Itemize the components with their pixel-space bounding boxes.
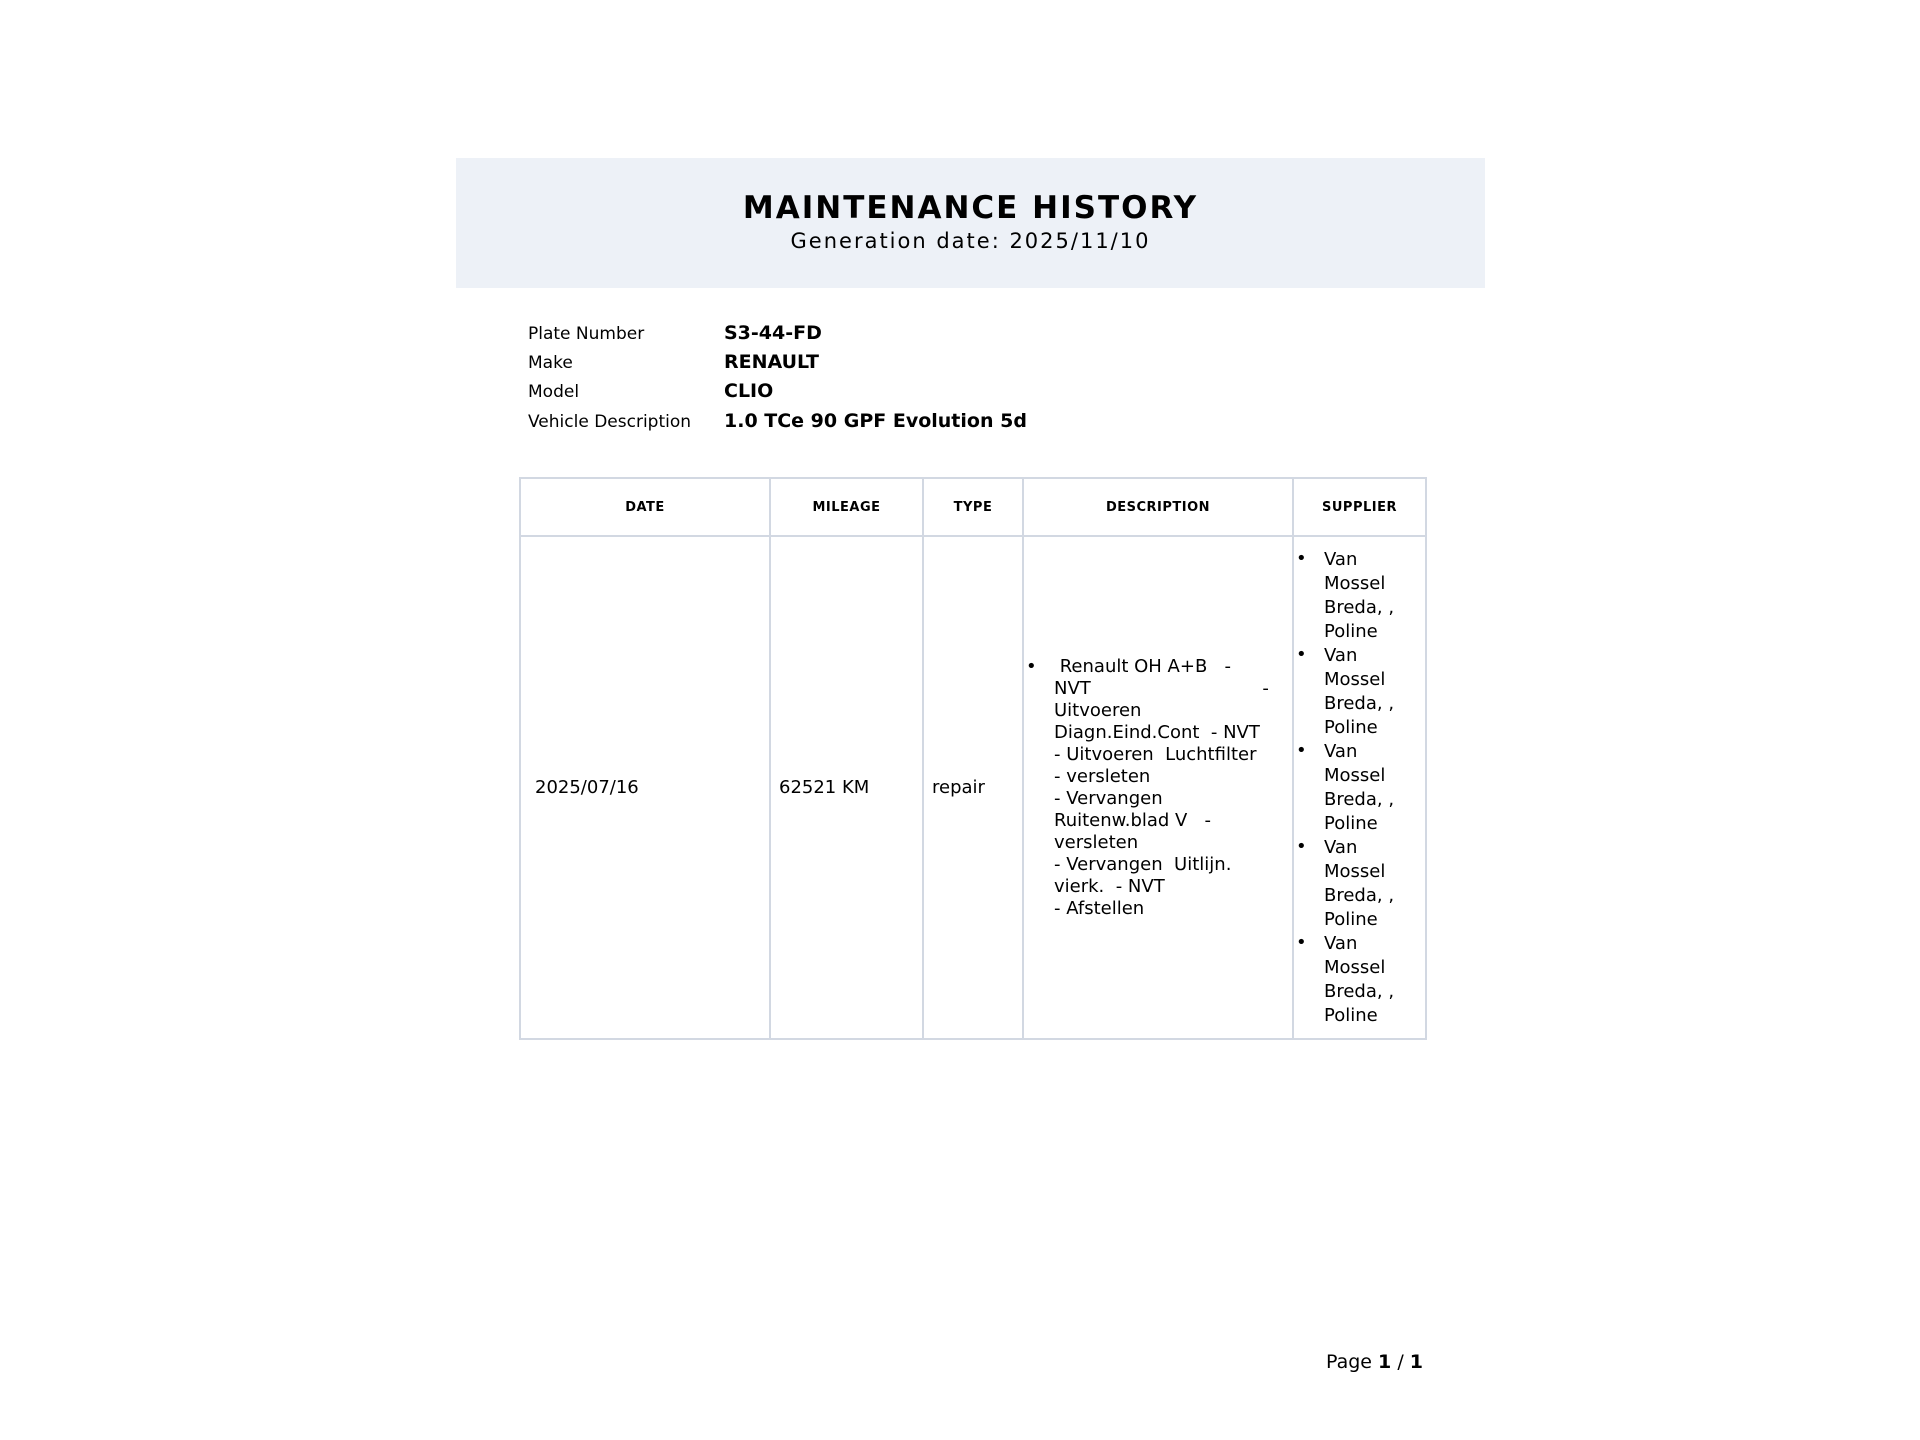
column-header-supplier: SUPPLIER [1293, 478, 1426, 536]
maintenance-table [519, 477, 1427, 1040]
page-total: 1 [1409, 1351, 1424, 1373]
column-header-date: DATE [520, 478, 770, 536]
supplier-name: • Van Mossel Breda, , Poline [1324, 644, 1395, 738]
cell-mileage: 62521 KM [770, 536, 923, 1039]
cell-date: 2025/07/16 [520, 536, 770, 1039]
report-header [456, 158, 1485, 288]
supplier-list [1294, 548, 1425, 1028]
page-separator: / [1397, 1351, 1404, 1373]
supplier-name: • Van Mossel Breda, , Poline [1324, 740, 1395, 834]
table-row [520, 536, 1426, 1039]
vehicle-info-description [528, 406, 1428, 435]
info-value: CLIO [724, 380, 774, 402]
list-item [1324, 740, 1425, 836]
document-title: MAINTENANCE HISTORY [742, 190, 1199, 226]
description-text: • Renault OH A+B - NVT - Uitvoeren Diagn.Eind.Cont - NVT - Uitvoeren Luchtfilter - versleten - Vervangen Ruitenw.blad V - versleten - Vervangen Uitlijn. vierk. - NVT - Afstellen [1054, 655, 1269, 919]
info-value: 1.0 TCe 90 GPF Evolution 5d [724, 410, 1027, 432]
supplier-name: • Van Mossel Breda, , Poline [1324, 836, 1395, 930]
list-item [1324, 548, 1425, 644]
list-item [1324, 932, 1425, 1028]
column-header-mileage: MILEAGE [770, 478, 923, 536]
column-header-type: TYPE [923, 478, 1023, 536]
column-header-description: DESCRIPTION [1023, 478, 1293, 536]
supplier-name: • Van Mossel Breda, , Poline [1324, 548, 1395, 642]
supplier-name: • Van Mossel Breda, , Poline [1324, 932, 1395, 1026]
vehicle-info-plate [528, 318, 1428, 347]
info-label: Plate Number [528, 324, 645, 344]
vehicle-info-model [528, 376, 1428, 405]
info-label: Make [528, 353, 573, 373]
info-value: RENAULT [724, 351, 819, 373]
list-item [1324, 644, 1425, 740]
vehicle-info-make [528, 347, 1428, 376]
list-item [1054, 656, 1292, 920]
cell-supplier [1293, 536, 1426, 1039]
list-item [1324, 836, 1425, 932]
cell-description [1023, 536, 1293, 1039]
page-current: 1 [1378, 1351, 1392, 1373]
page-label: Page [1326, 1351, 1372, 1373]
table-header-row [520, 478, 1426, 536]
info-label: Model [528, 382, 580, 402]
info-value: S3-44-FD [724, 322, 822, 344]
description-list [1024, 656, 1292, 920]
generation-date: Generation date: 2025/11/10 [790, 229, 1151, 253]
info-label: Vehicle Description [528, 412, 692, 432]
cell-type: repair [923, 536, 1023, 1039]
page-indicator [1326, 1349, 1423, 1375]
